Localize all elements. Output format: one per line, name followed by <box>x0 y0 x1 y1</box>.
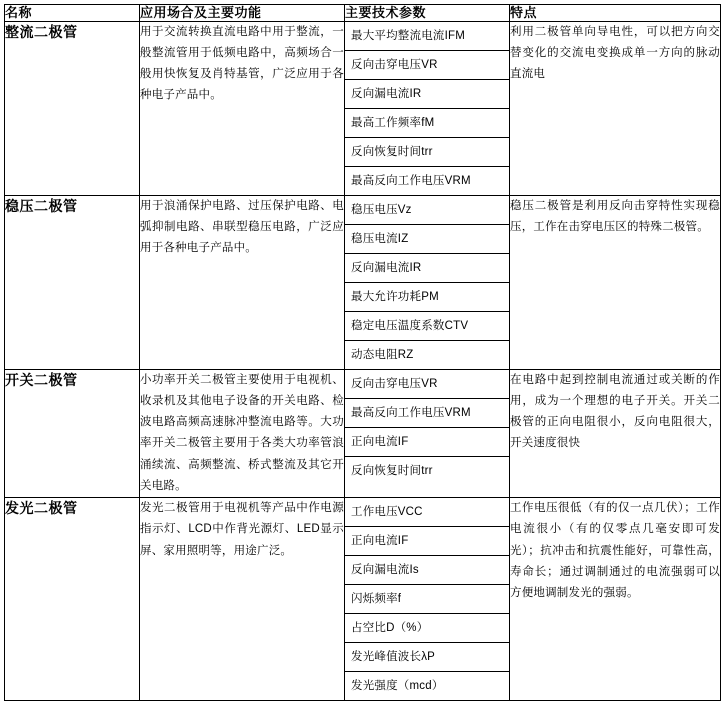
param-item: 反向恢复时间trr <box>345 456 509 485</box>
row-usage-rectifier: 用于交流转换直流电路中用于整流，一般整流管用于低频电路中，高频场合一般用快恢复及肖特基管，广泛应用于各种电子产品中。 <box>140 21 345 195</box>
document-page <box>0 4 725 706</box>
row-usage-switching: 小功率开关二极管主要使用于电视机、收录机及其他电子设备的开关电路、检波电路高频高速脉冲整流电路等。大功率开关二极管主要用于各类大功率管浪涌续流、高频整流、桥式整流及其它开关电路。 <box>140 369 345 498</box>
row-name-zener: 稳压二极管 <box>5 195 140 369</box>
diode-comparison-table <box>4 4 721 701</box>
param-item: 发光峰值波长λP <box>345 643 509 672</box>
table-row <box>5 498 721 701</box>
param-item: 反向恢复时间trr <box>345 137 509 166</box>
param-item: 最大允许功耗PM <box>345 282 509 311</box>
param-item: 工作电压VCC <box>345 498 509 527</box>
param-item: 稳压电流IZ <box>345 224 509 253</box>
param-item: 稳定电压温度系数CTV <box>345 311 509 340</box>
param-item: 反向漏电流Is <box>345 556 509 585</box>
row-name-switching: 开关二极管 <box>5 369 140 498</box>
row-feature-zener: 稳压二极管是利用反向击穿特性实现稳压，工作在击穿电压区的特殊二极管。 <box>510 195 721 369</box>
row-usage-led: 发光二极管用于电视机等产品中作电源指示灯、LCD中作背光源灯、LED显示屏、家用照明等，用途广泛。 <box>140 498 345 701</box>
row-name-led: 发光二极管 <box>5 498 140 701</box>
row-feature-led: 工作电压很低（有的仅一点几伏）；工作电流很小（有的仅零点几毫安即可发光）；抗冲击和抗震性能好，可靠性高，寿命长；通过调制通过的电流强弱可以方便地调制发光的强弱。 <box>510 498 721 701</box>
param-item: 正向电流IF <box>345 427 509 456</box>
param-item: 最高工作频率fM <box>345 108 509 137</box>
param-item: 最高反向工作电压VRM <box>345 398 509 427</box>
param-item: 反向击穿电压VR <box>345 370 509 399</box>
column-header-usage: 应用场合及主要功能 <box>140 5 345 22</box>
param-item: 反向漏电流IR <box>345 253 509 282</box>
row-feature-switching: 在电路中起到控制电流通过或关断的作用，成为一个理想的电子开关。开关二极管的正向电阻很小，反向电阻很大，开关速度很快 <box>510 369 721 498</box>
row-params-zener <box>345 195 510 369</box>
column-header-feature: 特点 <box>510 5 721 22</box>
row-name-rectifier: 整流二极管 <box>5 21 140 195</box>
table-row <box>5 369 721 498</box>
param-item: 稳压电压Vz <box>345 196 509 225</box>
table-header-row <box>5 5 721 22</box>
table-row <box>5 21 721 195</box>
param-item: 最高反向工作电压VRM <box>345 166 509 195</box>
column-header-params: 主要技术参数 <box>345 5 510 22</box>
param-item: 动态电阻RZ <box>345 340 509 369</box>
column-header-name: 名称 <box>5 5 140 22</box>
param-item: 发光强度（mcd） <box>345 672 509 701</box>
param-item: 闪烁频率f <box>345 585 509 614</box>
row-usage-zener: 用于浪涌保护电路、过压保护电路、电弧抑制电路、串联型稳压电路，广泛应用于各种电子产品中。 <box>140 195 345 369</box>
param-item: 反向击穿电压VR <box>345 50 509 79</box>
param-item: 正向电流IF <box>345 527 509 556</box>
param-item: 占空比D（%） <box>345 614 509 643</box>
row-params-rectifier <box>345 21 510 195</box>
row-feature-rectifier: 利用二极管单向导电性，可以把方向交替变化的交流电变换成单一方向的脉动直流电 <box>510 21 721 195</box>
table-row <box>5 195 721 369</box>
row-params-led <box>345 498 510 701</box>
row-params-switching <box>345 369 510 498</box>
param-item: 反向漏电流IR <box>345 79 509 108</box>
param-item: 最大平均整流电流IFM <box>345 22 509 51</box>
